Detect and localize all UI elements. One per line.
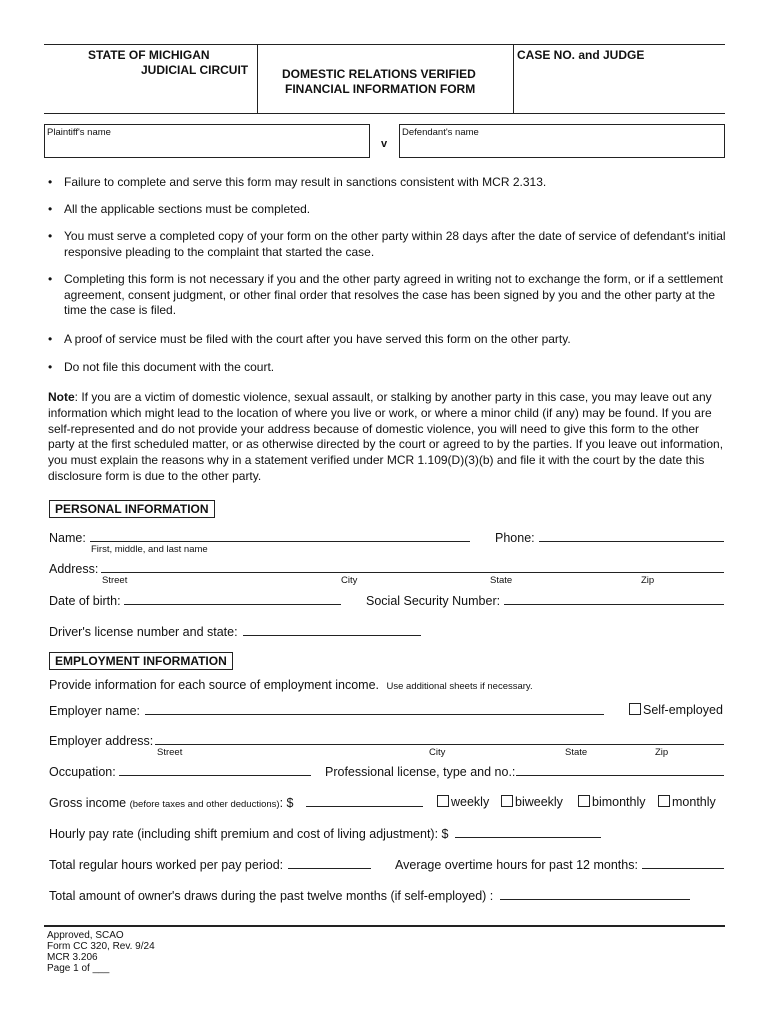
address-input-line[interactable] xyxy=(101,572,724,573)
header-divider-right xyxy=(513,44,514,113)
overtime-hours-input-line[interactable] xyxy=(642,868,724,869)
state-name: STATE OF MICHIGAN xyxy=(88,48,210,62)
gross-income-text: Gross income xyxy=(49,796,127,810)
self-employed-checkbox[interactable] xyxy=(629,703,641,715)
name-input-line[interactable] xyxy=(90,541,470,542)
gross-income-suffix: : $ xyxy=(279,796,294,810)
hourly-rate-label: Hourly pay rate (including shift premium and cost of living adjustment): $ xyxy=(49,827,449,841)
footer-approved: Approved, SCAO xyxy=(47,930,124,941)
phone-label: Phone: xyxy=(495,531,535,545)
address-street-hint: Street xyxy=(102,575,128,586)
bimonthly-label: bimonthly xyxy=(592,795,646,809)
footer-mcr: MCR 3.206 xyxy=(47,952,98,963)
employment-intro-text: Provide information for each source of employment income. xyxy=(49,678,380,692)
header-bottom-rule xyxy=(44,113,725,114)
employer-address-label: Employer address: xyxy=(49,734,154,748)
bimonthly-checkbox[interactable] xyxy=(578,795,590,807)
weekly-checkbox[interactable] xyxy=(437,795,449,807)
note-text: : If you are a victim of domestic violence, sexual assault, or stalking by another party in this case, you may leave out any information which might lead to the location of where you live or work, or where a minor child (if any) may be found. If you are self-represented and do not provide your address because of domestic violence, you will need to give this form to the other party at the first scheduled matter, or as otherwise directed by the court or agreed to by the parties. If you leave out information, you must explain the reasons why in a statement verified under MCR 1.109(D)(3)(b) and file it with the court by the date this disclosure form is due to the other party. xyxy=(48,390,724,483)
monthly-checkbox[interactable] xyxy=(658,795,670,807)
dob-input-line[interactable] xyxy=(124,604,341,605)
employment-information-heading: EMPLOYMENT INFORMATION xyxy=(49,652,233,670)
biweekly-label: biweekly xyxy=(515,795,563,809)
owners-draws-input-line[interactable] xyxy=(500,899,690,900)
plaintiff-name-label: Plaintiff's name xyxy=(47,127,111,138)
ssn-input-line[interactable] xyxy=(504,604,724,605)
employer-address-input-line[interactable] xyxy=(155,744,724,745)
footer-page-number: Page 1 of ___ xyxy=(47,963,110,974)
note-label: Note xyxy=(48,390,75,404)
employment-intro-small: Use additional sheets if necessary. xyxy=(386,681,533,692)
owners-draws-label: Total amount of owner's draws during the past twelve months (if self-employed) : xyxy=(49,889,494,903)
professional-license-label: Professional license, type and no.: xyxy=(325,765,516,779)
phone-input-line[interactable] xyxy=(539,541,724,542)
employer-name-label: Employer name: xyxy=(49,704,141,718)
footer-form-number: Form CC 320, Rev. 9/24 xyxy=(47,941,155,952)
employer-street-hint: Street xyxy=(157,747,183,758)
freq-monthly-option[interactable] xyxy=(658,795,716,809)
self-employed-label: Self-employed xyxy=(643,703,723,717)
employer-name-input-line[interactable] xyxy=(145,714,604,715)
gross-income-input-line[interactable] xyxy=(306,806,423,807)
case-number-label: CASE NO. and JUDGE xyxy=(517,48,645,62)
header-top-rule xyxy=(44,44,725,45)
ssn-label: Social Security Number: xyxy=(366,594,501,608)
note-paragraph xyxy=(48,390,728,485)
freq-weekly-option[interactable] xyxy=(437,795,489,809)
address-zip-hint: Zip xyxy=(641,575,655,586)
judicial-circuit-label: JUDICIAL CIRCUIT xyxy=(141,63,249,77)
biweekly-checkbox[interactable] xyxy=(501,795,513,807)
weekly-label: weekly xyxy=(451,795,490,809)
drivers-license-input-line[interactable] xyxy=(243,635,421,636)
self-employed-option[interactable] xyxy=(629,703,723,717)
dob-label: Date of birth: xyxy=(49,594,121,608)
professional-license-input-line[interactable] xyxy=(516,775,724,776)
overtime-hours-label: Average overtime hours for past 12 months: xyxy=(395,858,638,872)
employer-state-hint: State xyxy=(565,747,588,758)
footer-rule xyxy=(44,925,725,927)
employer-city-hint: City xyxy=(429,747,446,758)
freq-bimonthly-option[interactable] xyxy=(578,795,646,809)
personal-information-heading: PERSONAL INFORMATION xyxy=(49,500,215,518)
freq-biweekly-option[interactable] xyxy=(501,795,563,809)
gross-income-label xyxy=(49,796,293,812)
occupation-label: Occupation: xyxy=(49,765,116,779)
name-label: Name: xyxy=(49,531,86,545)
name-hint: First, middle, and last name xyxy=(91,544,208,555)
address-city-hint: City xyxy=(341,575,358,586)
header-divider-left xyxy=(257,44,258,113)
drivers-license-label: Driver's license number and state: xyxy=(49,625,238,639)
employer-zip-hint: Zip xyxy=(655,747,669,758)
employment-intro xyxy=(49,678,533,694)
occupation-input-line[interactable] xyxy=(119,775,311,776)
address-label: Address: xyxy=(49,562,99,576)
defendant-name-label: Defendant's name xyxy=(402,127,479,138)
hourly-rate-input-line[interactable] xyxy=(455,837,601,838)
versus-label: v xyxy=(381,138,388,150)
form-title-line1: DOMESTIC RELATIONS VERIFIED xyxy=(282,67,476,81)
regular-hours-label: Total regular hours worked per pay period: xyxy=(49,858,284,872)
monthly-label: monthly xyxy=(672,795,716,809)
address-state-hint: State xyxy=(490,575,513,586)
regular-hours-input-line[interactable] xyxy=(288,868,371,869)
gross-income-note: (before taxes and other deductions) xyxy=(129,799,280,810)
form-title-line2: FINANCIAL INFORMATION FORM xyxy=(285,82,476,96)
